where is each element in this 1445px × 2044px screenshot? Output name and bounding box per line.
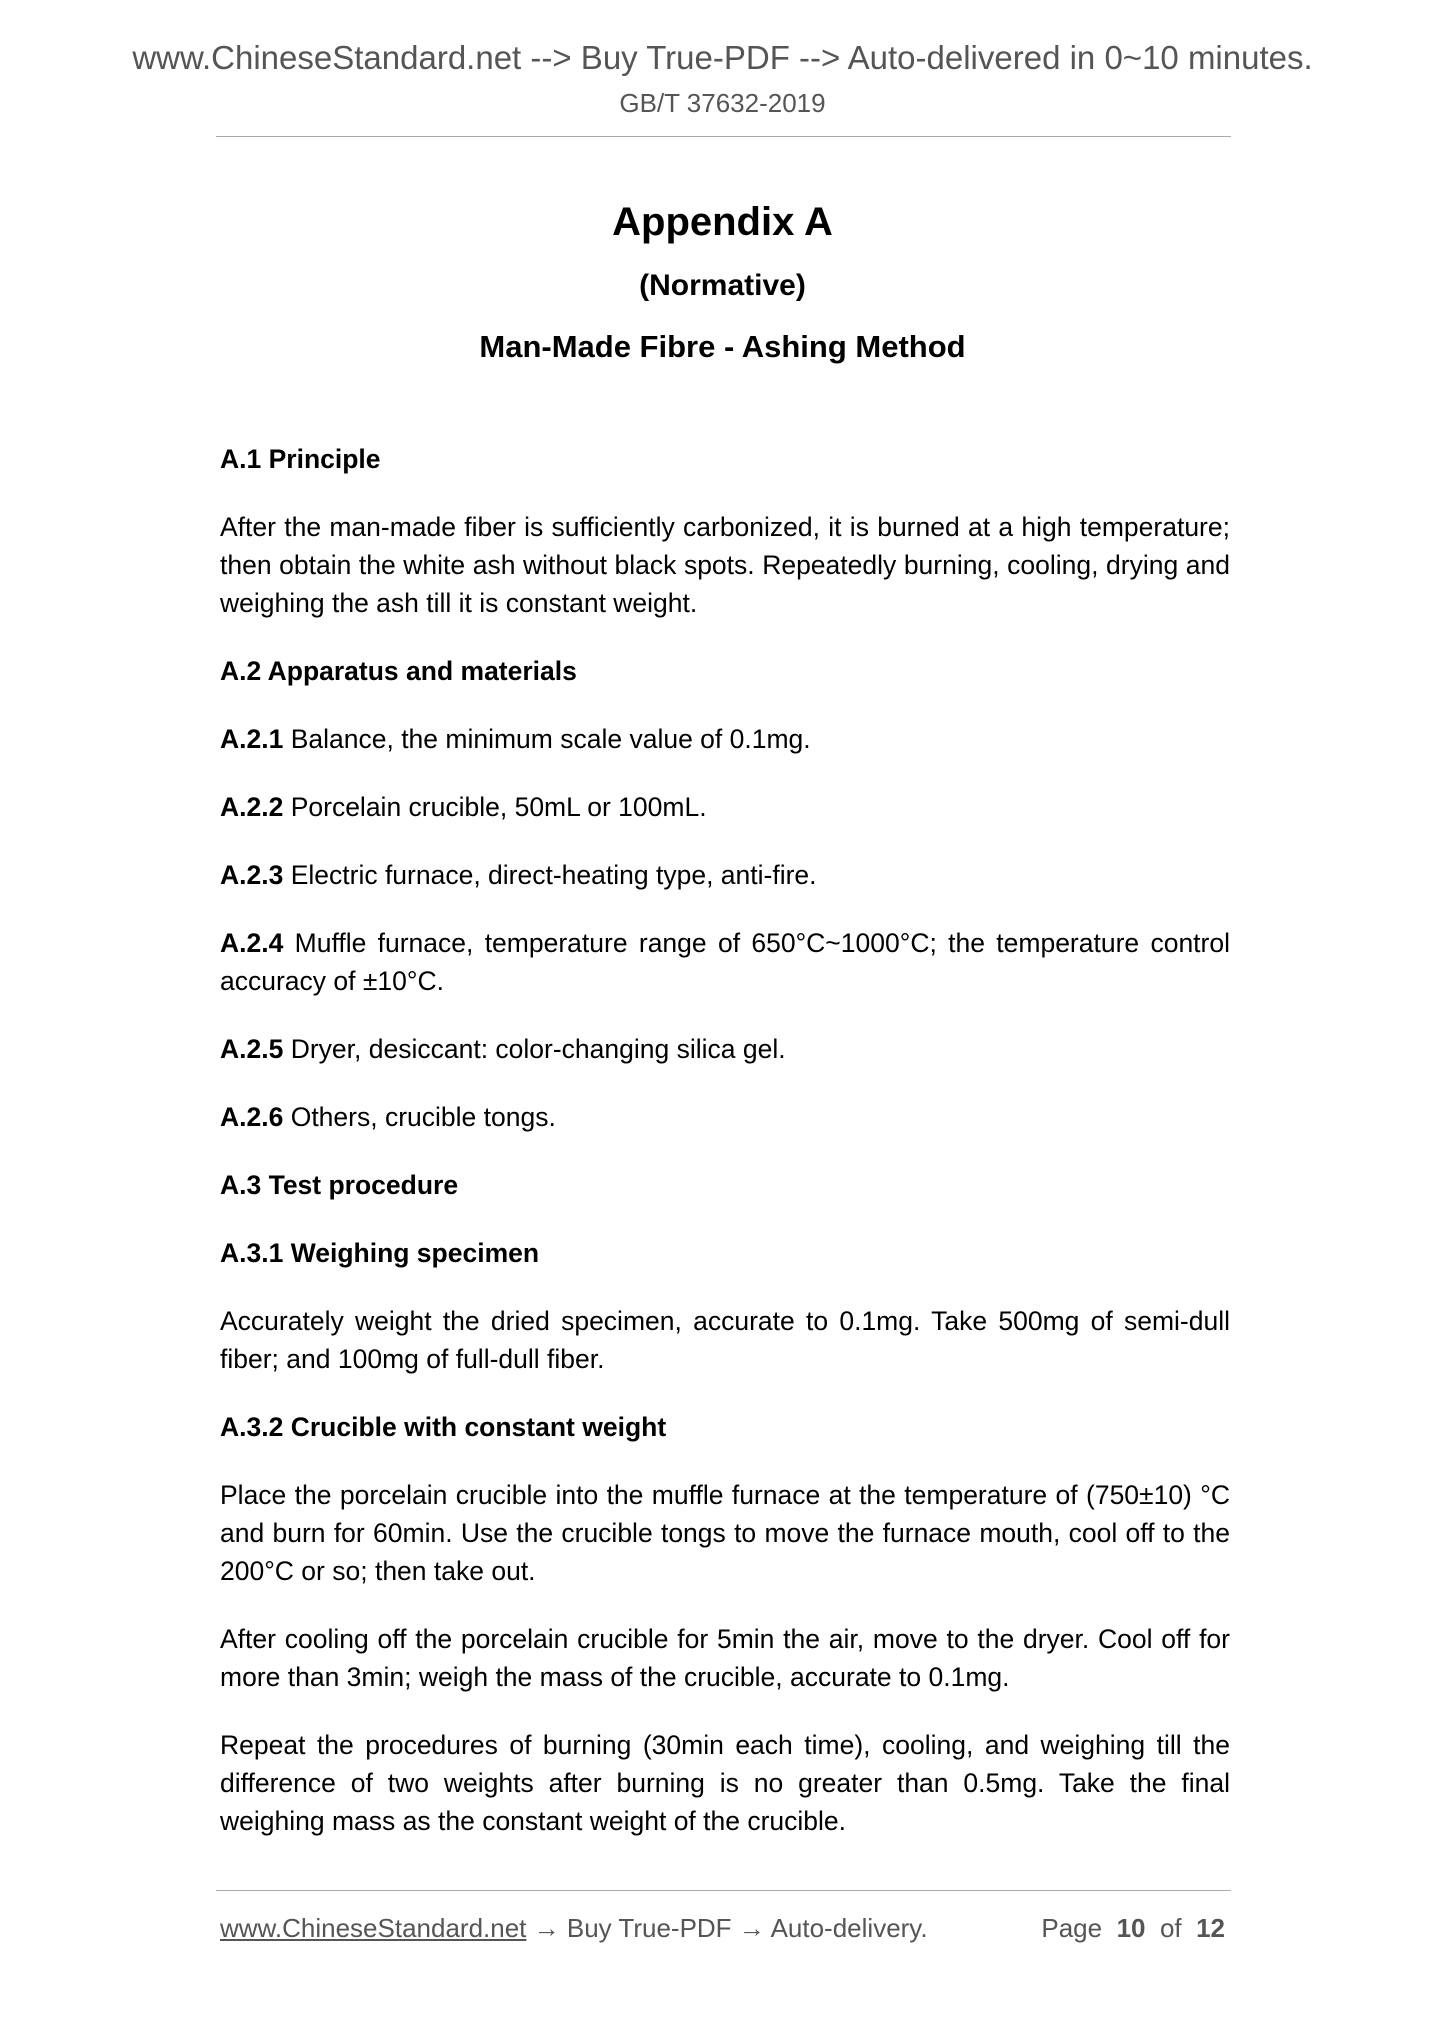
header-divider bbox=[216, 136, 1231, 137]
top-banner: www.ChineseStandard.net --> Buy True-PDF --> Auto-delivered in 0~10 minutes. bbox=[132, 39, 1313, 76]
apparatus-item bbox=[220, 1030, 1230, 1068]
subsection-heading-a32: A.3.2 Crucible with constant weight bbox=[220, 1412, 667, 1442]
apparatus-item bbox=[220, 924, 1230, 1000]
item-number: A.2.5 bbox=[220, 1034, 284, 1064]
item-text: Muffle furnace, temperature range of 650°C~1000°C; the temperature control accuracy of ±10°C. bbox=[220, 928, 1230, 996]
page-indicator bbox=[1041, 1910, 1225, 1946]
crucible-paragraph: Place the porcelain crucible into the muffle furnace at the temperature of (750±10) °C and burn for 60min. Use the crucible tongs to move the furnace mouth, cool off to the 200°C or so; then take out. bbox=[220, 1480, 1230, 1586]
item-number: A.2.3 bbox=[220, 860, 284, 890]
section-heading-a1: A.1 Principle bbox=[220, 444, 381, 474]
item-number: A.2.6 bbox=[220, 1102, 284, 1132]
document-body bbox=[220, 440, 1230, 1840]
apparatus-item bbox=[220, 1098, 1230, 1136]
footer-site-link[interactable]: www.ChineseStandard.net bbox=[220, 1913, 527, 1943]
standard-code: GB/T 37632-2019 bbox=[619, 88, 826, 118]
apparatus-item bbox=[220, 856, 1230, 894]
total-pages: 12 bbox=[1196, 1913, 1225, 1943]
item-text: Electric furnace, direct-heating type, anti-fire. bbox=[283, 860, 817, 890]
item-number: A.2.1 bbox=[220, 724, 284, 754]
crucible-paragraph: Repeat the procedures of burning (30min each time), cooling, and weighing till the difference of two weights after burning is no greater than 0.5mg. Take the final weighing mass as the constant weight of the crucible. bbox=[220, 1730, 1230, 1836]
apparatus-item bbox=[220, 720, 1230, 758]
of-label: of bbox=[1159, 1913, 1182, 1943]
item-text: Balance, the minimum scale value of 0.1mg. bbox=[283, 724, 811, 754]
item-number: A.2.4 bbox=[220, 928, 284, 958]
subsection-heading-a31: A.3.1 Weighing specimen bbox=[220, 1238, 540, 1268]
apparatus-item bbox=[220, 788, 1230, 826]
footer-divider bbox=[216, 1890, 1231, 1891]
crucible-paragraph: After cooling off the porcelain crucible for 5min the air, move to the dryer. Cool off for more than 3min; weigh the mass of the crucible, accurate to 0.1mg. bbox=[220, 1624, 1230, 1692]
page-label: Page bbox=[1041, 1913, 1103, 1943]
footer-tagline: → Buy True-PDF → Auto-delivery. bbox=[526, 1913, 928, 1943]
item-text: Others, crucible tongs. bbox=[283, 1102, 556, 1132]
normative-label: (Normative) bbox=[639, 269, 806, 302]
item-text: Porcelain crucible, 50mL or 100mL. bbox=[283, 792, 707, 822]
appendix-title: Appendix A bbox=[612, 200, 833, 244]
page-number: 10 bbox=[1116, 1913, 1146, 1943]
method-title: Man-Made Fibre - Ashing Method bbox=[479, 329, 966, 364]
section-heading-a3: A.3 Test procedure bbox=[220, 1170, 459, 1200]
item-number: A.2.2 bbox=[220, 792, 284, 822]
page-footer bbox=[220, 1910, 1225, 1946]
weighing-paragraph: Accurately weight the dried specimen, accurate to 0.1mg. Take 500mg of semi-dull fiber; and 100mg of full-dull fiber. bbox=[220, 1306, 1230, 1374]
section-heading-a2: A.2 Apparatus and materials bbox=[220, 656, 577, 686]
principle-paragraph: After the man-made fiber is sufficiently carbonized, it is burned at a high temperature; then obtain the white ash without black spots. Repeatedly burning, cooling, drying and weighing the ash till it is constant weight. bbox=[220, 512, 1230, 618]
item-text: Dryer, desiccant: color-changing silica gel. bbox=[283, 1034, 786, 1064]
